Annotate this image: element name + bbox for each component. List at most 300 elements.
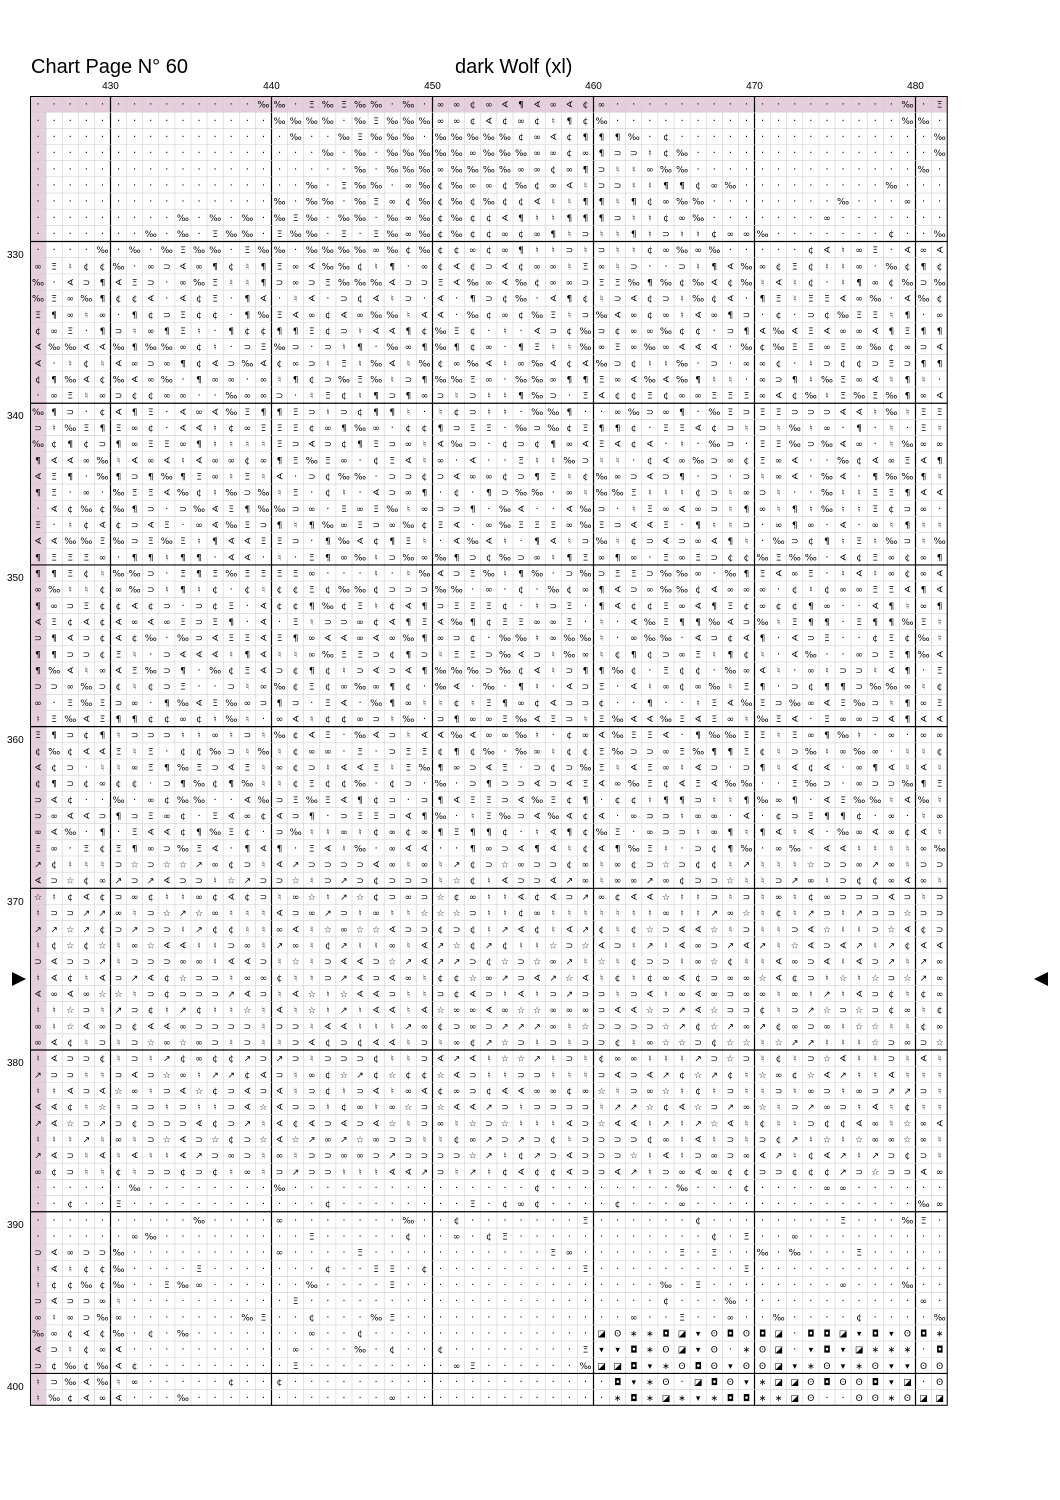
stitch-cell: ‰ [789,553,801,563]
stitch-cell: ¶ [663,181,669,191]
stitch-cell: ♮ [761,1087,764,1097]
stitch-cell: ‰ [789,1249,801,1259]
stitch-cell: ‰ [386,246,398,256]
stitch-cell: ∞ [678,650,686,660]
stitch-cell: ☆ [437,1071,445,1081]
stitch-cell: · [616,1296,619,1307]
stitch-cell: · [133,1312,136,1323]
stitch-cell: · [938,504,941,515]
stitch-cell: ☆ [292,877,300,887]
stitch-cell: · [375,342,378,353]
stitch-cell: ¶ [727,650,733,660]
stitch-cell: ♮ [230,1006,233,1016]
stitch-cell: Ξ [357,521,363,531]
stitch-cell: · [69,488,72,499]
stitch-cell: ♮ [568,1071,571,1081]
stitch-cell: ¢ [212,1168,218,1178]
stitch-cell: ¢ [422,521,428,531]
stitch-cell: ∞ [743,359,751,369]
stitch-cell: · [262,164,265,175]
stitch-cell: ♮ [713,796,716,806]
stitch-cell: ∞ [694,958,702,968]
stitch-cell: ‰ [515,375,527,385]
stitch-cell: ⊃ [405,877,413,887]
stitch-cell: · [761,1231,764,1242]
stitch-cell: ♮ [246,715,249,725]
stitch-cell: ∞ [517,359,525,369]
stitch-cell: Ξ [245,408,251,418]
stitch-cell: ‰ [708,246,720,256]
stitch-cell: ∗ [936,1330,944,1340]
stitch-cell: ‰ [274,731,286,741]
stitch-cell: ⊃ [791,537,799,547]
stitch-cell: ¶ [550,440,556,450]
stitch-cell: ⊃ [662,958,670,968]
stitch-cell: ☆ [243,1006,251,1016]
stitch-cell: ‰ [773,1313,785,1323]
stitch-cell: ‰ [885,537,897,547]
stitch-cell: ∞ [582,1087,590,1097]
stitch-cell: ↗ [517,1135,525,1145]
stitch-cell: Ξ [631,489,637,499]
stitch-cell: ∢ [904,246,912,256]
stitch-cell: ∢ [791,715,799,725]
stitch-cell: ¢ [373,618,379,628]
stitch-cell: Ξ [422,747,428,757]
stitch-cell: ¢ [615,796,621,806]
stitch-cell: Ξ [647,764,653,774]
stitch-cell: ↗ [791,1135,799,1145]
stitch-cell: · [697,1199,700,1210]
stitch-cell: ⊃ [195,634,203,644]
stitch-cell: Ξ [357,602,363,612]
stitch-cell: · [326,180,329,191]
stitch-cell: ⊃ [694,1152,702,1162]
stitch-cell: ⊃ [598,1038,606,1048]
column-label: 450 [424,80,441,94]
stitch-cell: ¢ [502,117,508,127]
stitch-cell: ‰ [161,537,173,547]
stitch-cell: · [890,116,893,127]
stitch-cell: · [922,148,925,159]
stitch-cell: · [197,148,200,159]
stitch-cell: ¢ [760,343,766,353]
stitch-cell: ¢ [293,747,299,757]
stitch-cell: ⊃ [598,1152,606,1162]
stitch-cell: · [53,100,56,111]
stitch-cell: ⊃ [388,990,396,1000]
stitch-cell: ◪ [839,1330,848,1340]
stitch-cell: · [761,1312,764,1323]
stitch-cell: ∢ [630,618,638,628]
stitch-cell: ∢ [147,618,155,628]
stitch-cell: ∞ [276,925,284,935]
stitch-cell: · [133,164,136,175]
stitch-cell: ‰ [708,408,720,418]
stitch-cell: · [326,504,329,515]
stitch-cell: · [552,504,555,515]
stitch-cell: Ξ [518,521,524,531]
stitch-cell: Ξ [228,634,234,644]
stitch-cell: ¢ [840,1119,846,1129]
stitch-cell: · [101,164,104,175]
stitch-cell: ∢ [115,618,123,628]
stitch-cell: ▾ [841,1346,846,1356]
stitch-cell: ¶ [727,747,733,757]
stitch-cell: ♮ [777,861,780,871]
stitch-cell: · [841,1248,844,1259]
stitch-cell: ⊃ [421,925,429,935]
stitch-cell: ♮ [391,295,394,305]
stitch-cell: · [648,423,651,434]
stitch-cell: · [278,1280,281,1291]
stitch-cell: ⊃ [630,1071,638,1081]
stitch-cell: Ξ [245,667,251,677]
stitch-cell: ♮ [777,990,780,1000]
stitch-cell: · [375,1345,378,1356]
stitch-cell: ∢ [388,327,396,337]
stitch-cell: ∢ [871,828,879,838]
stitch-cell: Ξ [550,521,556,531]
stitch-cell: ¢ [711,295,717,305]
stitch-cell: ∗ [710,1394,718,1404]
stitch-cell: ʘ [662,1378,669,1388]
stitch-cell: ¶ [389,408,395,418]
stitch-cell: ⊃ [163,1119,171,1129]
stitch-cell: ∞ [195,1055,203,1065]
stitch-cell: ¢ [599,925,605,935]
stitch-cell: · [761,1199,764,1210]
stitch-cell: · [423,1215,426,1226]
stitch-cell: ∢ [791,634,799,644]
stitch-cell: Ξ [840,392,846,402]
stitch-cell: ∞ [888,828,896,838]
stitch-cell: · [938,1264,941,1275]
stitch-cell: ¢ [67,974,73,984]
stitch-cell: ⊃ [50,1346,58,1356]
stitch-cell: ⊃ [211,1022,219,1032]
stitch-cell: ∞ [791,1022,799,1032]
stitch-cell: ↗ [340,974,348,984]
stitch-cell: ⊃ [453,424,461,434]
stitch-cell: ♮ [616,1087,619,1097]
stitch-cell: ♮ [358,392,361,402]
stitch-cell: ♮ [858,1071,861,1081]
stitch-cell: · [133,213,136,224]
stitch-cell: ∢ [227,764,235,774]
stitch-cell: ¢ [67,893,73,903]
stitch-cell: · [230,132,233,143]
stitch-cell: ⊃ [388,731,396,741]
stitch-cell: ‰ [483,149,495,159]
stitch-cell: Ξ [100,699,106,709]
stitch-cell: ∢ [501,262,509,272]
stitch-cell: ¶ [438,796,444,806]
stitch-cell: · [455,1183,458,1194]
stitch-cell: · [165,164,168,175]
stitch-cell: ♮ [36,1055,39,1065]
stitch-cell: ‰ [740,262,752,272]
stitch-cell: ♮ [600,650,603,660]
stitch-cell: ¶ [727,537,733,547]
stitch-cell: ∞ [598,553,606,563]
stitch-cell: ‰ [724,731,736,741]
stitch-cell: ♮ [552,667,555,677]
stitch-cell: ⊃ [195,1168,203,1178]
stitch-cell: ∢ [421,731,429,741]
stitch-cell: ∞ [759,602,767,612]
stitch-cell: ⊃ [66,909,74,919]
stitch-cell: ⊃ [791,1006,799,1016]
stitch-cell: ∞ [727,715,735,725]
stitch-cell: ♮ [841,570,844,580]
stitch-cell: ⊃ [227,941,235,951]
stitch-cell: ♮ [874,1055,877,1065]
stitch-cell: Ξ [212,570,218,580]
stitch-cell: ♮ [487,1168,490,1178]
stitch-cell: · [825,116,828,127]
stitch-cell: · [133,1393,136,1404]
stitch-cell: · [777,148,780,159]
stitch-cell: ⊃ [83,1006,91,1016]
stitch-cell: ♮ [246,925,249,935]
stitch-cell: ∞ [67,295,75,305]
stitch-cell: ‰ [451,667,463,677]
stitch-cell: ⊃ [453,1152,461,1162]
stitch-cell: · [36,164,39,175]
stitch-cell: ∢ [195,650,203,660]
stitch-cell: ⊃ [34,812,42,822]
stitch-cell: Ξ [325,699,331,709]
stitch-cell: ⊃ [710,893,718,903]
stitch-cell: · [375,746,378,757]
stitch-cell: ♮ [906,1055,909,1065]
stitch-cell: ♮ [584,246,587,256]
stitch-cell: · [246,100,249,111]
stitch-cell: ¢ [727,634,733,644]
stitch-cell: · [342,1199,345,1210]
stitch-cell: · [149,1215,152,1226]
stitch-cell: ∢ [549,359,557,369]
stitch-cell: ⊃ [839,893,847,903]
stitch-cell: ⊃ [292,537,300,547]
stitch-cell: ∞ [437,456,445,466]
stitch-cell: · [680,698,683,709]
stitch-cell: · [745,1280,748,1291]
stitch-cell: Ξ [744,392,750,402]
pattern-grid [30,96,1010,1406]
stitch-cell: ♮ [938,472,941,482]
stitch-cell: ↗ [485,1038,493,1048]
stitch-cell: ¶ [212,537,218,547]
stitch-cell: ∞ [389,1103,397,1113]
stitch-cell: ¶ [711,262,717,272]
stitch-cell: · [745,100,748,111]
stitch-cell: ‰ [837,828,849,838]
stitch-cell: · [745,197,748,208]
stitch-cell: ∢ [340,311,348,321]
stitch-cell: ¢ [518,909,524,919]
stitch-cell: · [874,1312,877,1323]
stitch-cell: Ξ [728,408,734,418]
stitch-cell: ∞ [823,1022,831,1032]
stitch-cell: ¢ [631,537,637,547]
stitch-cell: Ξ [470,650,476,660]
stitch-cell: ⊃ [324,877,332,887]
stitch-cell: ♮ [825,262,828,272]
stitch-cell: ⊃ [582,1168,590,1178]
stitch-cell: ‰ [740,343,752,353]
stitch-cell: · [149,1280,152,1291]
stitch-cell: Ξ [373,117,379,127]
stitch-cell: ∞ [308,570,316,580]
stitch-cell: ⊃ [276,278,284,288]
stitch-cell: ¶ [905,521,911,531]
stitch-cell: ⊃ [372,521,380,531]
stitch-cell: ∞ [582,149,590,159]
stitch-cell: · [278,617,281,628]
stitch-cell: · [278,294,281,305]
stitch-cell: · [858,180,861,191]
stitch-cell: · [214,552,217,563]
stitch-cell: · [214,1361,217,1372]
stitch-cell: ‰ [32,1330,44,1340]
stitch-cell: · [85,1231,88,1242]
stitch-cell: ∢ [372,1087,380,1097]
stitch-cell: ¢ [100,408,106,418]
stitch-cell: ∞ [920,570,928,580]
stitch-cell: ¢ [663,1103,669,1113]
stitch-cell: · [874,730,877,741]
stitch-cell: ¶ [583,214,589,224]
stitch-cell: ♮ [745,828,748,838]
stitch-cell: ¢ [373,537,379,547]
stitch-cell: · [680,100,683,111]
stitch-cell: · [519,827,522,838]
stitch-cell: · [487,1296,490,1307]
stitch-cell: · [568,1345,571,1356]
stitch-cell: ¶ [695,521,701,531]
stitch-cell: ¶ [808,618,814,628]
stitch-cell: ∢ [388,1038,396,1048]
stitch-cell: ⊃ [469,553,477,563]
stitch-cell: · [214,1248,217,1259]
stitch-cell: ⊃ [662,650,670,660]
stitch-cell: ♮ [53,1135,56,1145]
stitch-cell: · [536,1296,539,1307]
stitch-cell: · [455,811,458,822]
stitch-cell: ♮ [117,1378,120,1388]
stitch-cell: · [197,1345,200,1356]
stitch-cell: · [648,552,651,563]
stitch-cell: ⊃ [99,812,107,822]
stitch-cell: ♮ [423,990,426,1000]
stitch-cell: · [890,1248,893,1259]
stitch-cell: ⊃ [244,731,252,741]
stitch-cell: · [552,1329,555,1340]
stitch-cell: Ξ [357,133,363,143]
stitch-cell: ¢ [67,1394,73,1404]
stitch-cell: · [713,1280,716,1291]
stitch-cell: ∞ [662,1135,670,1145]
stitch-cell: ∢ [694,1168,702,1178]
stitch-cell: · [552,1345,555,1356]
stitch-cell: · [922,1264,925,1275]
stitch-cell: · [600,1264,603,1275]
stitch-cell: ↗ [453,1055,461,1065]
stitch-cell: ∢ [920,1168,928,1178]
stitch-cell: Ξ [583,553,589,563]
stitch-cell: · [664,261,667,272]
stitch-cell: Ξ [293,456,299,466]
stitch-cell: ∢ [871,602,879,612]
stitch-cell: ↗ [517,1022,525,1032]
stitch-cell: ¶ [518,343,524,353]
stitch-cell: · [536,1280,539,1291]
stitch-cell: ♮ [697,699,700,709]
stitch-cell: · [326,1345,329,1356]
stitch-cell: ♮ [632,941,635,951]
stitch-cell: · [664,1183,667,1194]
stitch-cell: ∢ [372,634,380,644]
stitch-cell: ∢ [99,1152,107,1162]
stitch-cell: · [841,633,844,644]
stitch-cell: ∗ [888,1394,896,1404]
stitch-cell: ♮ [455,1168,458,1178]
stitch-cell: ⊃ [533,650,541,660]
stitch-cell: Ξ [454,327,460,337]
stitch-cell: ∞ [630,311,638,321]
stitch-cell: ∢ [678,343,686,353]
stitch-cell: ♮ [326,1103,329,1113]
stitch-cell: ¢ [293,731,299,741]
stitch-cell: ¶ [470,844,476,854]
stitch-cell: ‰ [918,165,930,175]
stitch-cell: ♮ [890,440,893,450]
stitch-cell: ♮ [680,958,683,968]
stitch-cell: ⊃ [823,941,831,951]
stitch-cell: ↗ [115,877,123,887]
stitch-cell: ¢ [470,343,476,353]
stitch-cell: ♮ [358,359,361,369]
stitch-cell: · [36,1215,39,1226]
stitch-cell: · [809,1280,812,1291]
stitch-cell: ⊃ [163,262,171,272]
stitch-cell: ¢ [776,262,782,272]
stitch-cell: ∞ [936,990,944,1000]
stitch-cell: ⊃ [356,1055,364,1065]
stitch-cell: ∞ [888,570,896,580]
stitch-cell: ♮ [713,1135,716,1145]
stitch-cell: ¢ [583,828,589,838]
stitch-cell: ☆ [726,1055,734,1065]
stitch-cell: · [85,471,88,482]
stitch-cell: · [777,1296,780,1307]
stitch-cell: · [890,245,893,256]
stitch-cell: ♮ [922,683,925,693]
stitch-cell: ∢ [517,893,525,903]
stitch-cell: Ξ [550,796,556,806]
stitch-cell: ¢ [695,586,701,596]
stitch-cell: ∢ [99,343,107,353]
stitch-cell: ∢ [131,602,139,612]
stitch-cell: · [214,1329,217,1340]
stitch-cell: · [230,310,233,321]
stitch-cell: · [69,116,72,127]
stitch-cell: ‰ [757,796,769,806]
stitch-cell: · [85,164,88,175]
stitch-cell: ∢ [775,570,783,580]
